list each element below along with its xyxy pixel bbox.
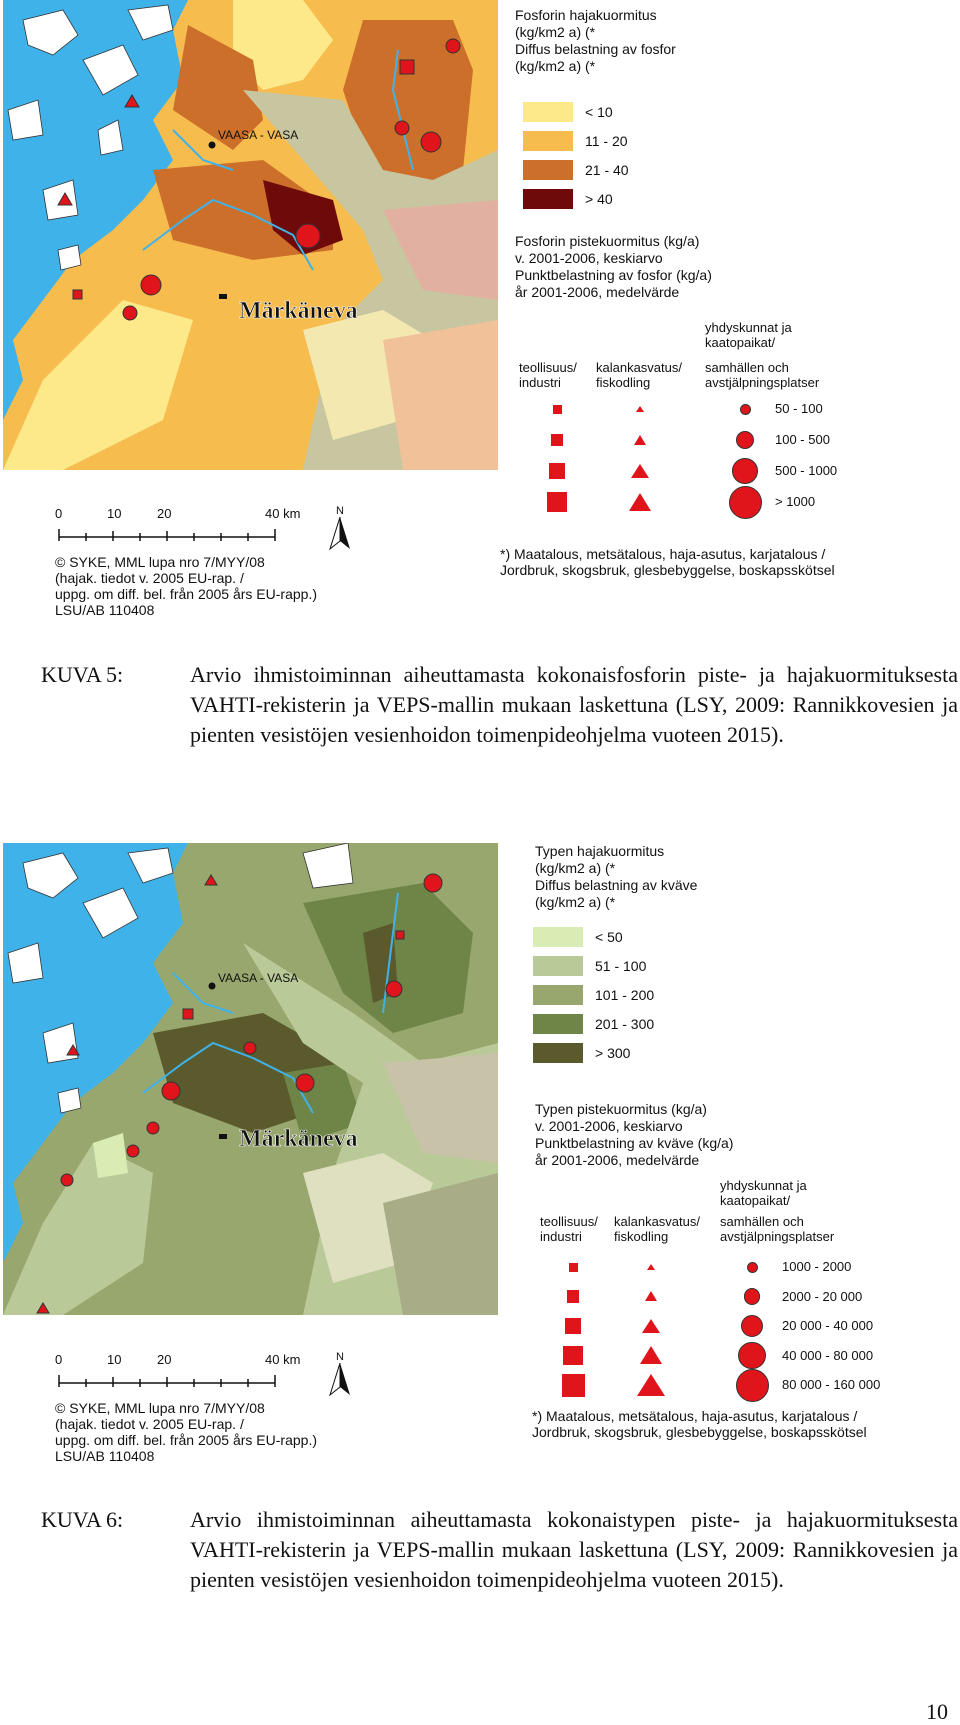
community-circle-symbol (732, 458, 758, 484)
caption-label: KUVA 6: (41, 1507, 124, 1532)
community-column-header: yhdyskunnat ja kaatopaikat/ (720, 1178, 807, 1208)
legend-swatch (533, 1014, 583, 1034)
fish-triangle-symbol (637, 1374, 665, 1396)
industry-column-header: teollisuus/ industri (519, 360, 577, 390)
fish-triangle-symbol (642, 1319, 660, 1333)
legend-class-row (533, 1014, 654, 1034)
industry-square-symbol (567, 1290, 580, 1303)
page-number: 10 (926, 1699, 948, 1724)
north-arrow-icon: N (328, 1351, 352, 1400)
legend-swatch (533, 1043, 583, 1063)
legend-class-row (523, 189, 613, 209)
phosphorus-load-map (3, 0, 498, 470)
legend-class-label: < 10 (585, 104, 613, 120)
figure-5-caption (0, 660, 960, 790)
community-column-header: yhdyskunnat ja kaatopaikat/ (705, 320, 792, 350)
legend-class-label: 201 - 300 (595, 1016, 655, 1032)
point-class-label: 40 000 - 80 000 (782, 1347, 874, 1363)
legend-title: Typen hajakuormitus (kg/km2 a) (* Diffus belastning av kväve (kg/km2 a) (* (535, 843, 698, 910)
community-circle-symbol (738, 1342, 766, 1370)
fish-triangle-symbol (645, 1291, 657, 1301)
point-class-label: 100 - 500 (775, 432, 830, 447)
legend-swatch (523, 189, 573, 209)
city-label: VAASA - VASA (218, 971, 299, 985)
community-circle-symbol (729, 486, 762, 519)
nitrogen-point-title: Typen pistekuormitus (kg/a) v. 2001-2006, keskiarvo Punktbelastning av kväve (kg/a) år 2001-2006, medelvärde (535, 1101, 734, 1168)
legend-class-label: 11 - 20 (585, 133, 628, 149)
point-class-label: 50 - 100 (775, 401, 823, 416)
legend-class-label: > 40 (585, 191, 613, 207)
fish-column-header: kalankasvatus/ fiskodling (614, 1214, 700, 1244)
legend-class-row (533, 1043, 630, 1063)
legend-footnote: *) Maatalous, metsätalous, haja-asutus, karjatalous / Jordbruk, skogsbruk, glesbebyggelse, boskapsskötsel (532, 1408, 867, 1440)
legend-swatch (533, 927, 583, 947)
figure-6-caption (0, 1505, 960, 1635)
scale-ruler (55, 1371, 285, 1391)
point-class-label: 80 000 - 160 000 (782, 1377, 881, 1392)
phosphorus-legend (515, 7, 676, 75)
nitrogen-legend (535, 843, 697, 911)
industry-square-symbol (562, 1374, 585, 1397)
point-class-label: 20 000 - 40 000 (782, 1318, 874, 1333)
caption-label: KUVA 5: (41, 662, 124, 687)
community-circle-symbol (740, 404, 751, 415)
community-circle-symbol (736, 431, 754, 449)
community-circle-symbol (747, 1262, 758, 1273)
site-label: Märkäneva (239, 298, 358, 324)
fish-triangle-symbol (636, 406, 644, 412)
map-credits: © SYKE, MML lupa nro 7/MYY/08 (hajak. tiedot v. 2005 EU-rap. / uppg. om diff. bel. från 2005 års EU-rapp.) LSU/AB 110408 (55, 1400, 317, 1464)
community-circle-symbol (736, 1369, 769, 1402)
industry-square-symbol (547, 492, 567, 512)
map-credits: © SYKE, MML lupa nro 7/MYY/08 (hajak. tiedot v. 2005 EU-rap. / uppg. om diff. bel. från 2005 års EU-rapp.) LSU/AB 110408 (55, 554, 317, 618)
community-circle-symbol (741, 1315, 763, 1337)
legend-class-label: 21 - 40 (585, 162, 629, 178)
legend-class-row (533, 956, 646, 976)
legend-swatch (533, 956, 583, 976)
legend-class-label: > 300 (595, 1045, 631, 1061)
point-class-label: 2000 - 20 000 (782, 1288, 863, 1304)
legend-class-row (533, 985, 654, 1005)
point-class-label: 500 - 1000 (775, 463, 838, 478)
legend-swatch (523, 102, 573, 122)
industry-square-symbol (565, 1318, 581, 1334)
caption-text: Arvio ihmistoiminnan aiheuttamasta kokonaistypen piste- ja hajakuormituksesta VAHTI-rekisterin ja VEPS-mallin mukaan laskettuna (LSY, 2009: Rannikkovesien ja pienten vesistöjen vesienhoidon toimenpideohjelma vuoteen 2015). (190, 1507, 958, 1592)
legend-class-row (523, 102, 613, 122)
legend-swatch (523, 160, 573, 180)
industry-square-symbol (549, 463, 565, 479)
phosphorus-point-title: Fosforin pistekuormitus (kg/a) v. 2001-2006, keskiarvo Punktbelastning av fosfor (kg/a) år 2001-2006, medelvärde (515, 233, 712, 300)
fish-triangle-symbol (634, 435, 646, 445)
legend-class-row (523, 160, 629, 180)
point-class-label: 1000 - 2000 (782, 1259, 852, 1274)
legend-class-label: < 50 (595, 929, 623, 945)
fish-triangle-symbol (647, 1264, 655, 1270)
legend-swatch (523, 131, 573, 151)
scale-ruler (55, 525, 285, 545)
legend-class-label: 101 - 200 (595, 987, 655, 1003)
fish-triangle-symbol (640, 1346, 662, 1364)
caption-text: Arvio ihmistoiminnan aiheuttamasta kokonaisfosforin piste- ja hajakuormituksesta VAHTI-rekisterin ja VEPS-mallin mukaan laskettuna (LSY, 2009: Rannikkovesien ja pienten vesistöjen vesienhoidon toimenpideohjelma vuoteen 2015). (190, 662, 958, 747)
community-circle-symbol (744, 1288, 761, 1305)
fish-triangle-symbol (629, 493, 651, 511)
industry-square-symbol (569, 1263, 578, 1272)
industry-square-symbol (553, 405, 562, 414)
industry-square-symbol (551, 434, 564, 447)
industry-column-header: teollisuus/ industri (540, 1214, 598, 1244)
legend-class-label: 51 - 100 (595, 958, 647, 974)
north-arrow-icon: N (328, 505, 352, 554)
legend-swatch (533, 985, 583, 1005)
legend-title: Fosforin hajakuormitus (kg/km2 a) (* Diffus belastning av fosfor (kg/km2 a) (* (515, 7, 676, 74)
legend-footnote: *) Maatalous, metsätalous, haja-asutus, karjatalous / Jordbruk, skogsbruk, glesbebyggelse, boskapsskötsel (500, 546, 835, 578)
city-label: VAASA - VASA (218, 128, 299, 142)
legend-class-row (533, 927, 623, 947)
site-label: Märkäneva (239, 1126, 358, 1152)
fish-column-header: kalankasvatus/ fiskodling (596, 360, 682, 390)
point-class-label: > 1000 (775, 494, 816, 509)
fish-triangle-symbol (631, 464, 649, 478)
legend-class-row (523, 131, 628, 151)
nitrogen-load-map (3, 843, 498, 1315)
industry-square-symbol (563, 1346, 583, 1366)
